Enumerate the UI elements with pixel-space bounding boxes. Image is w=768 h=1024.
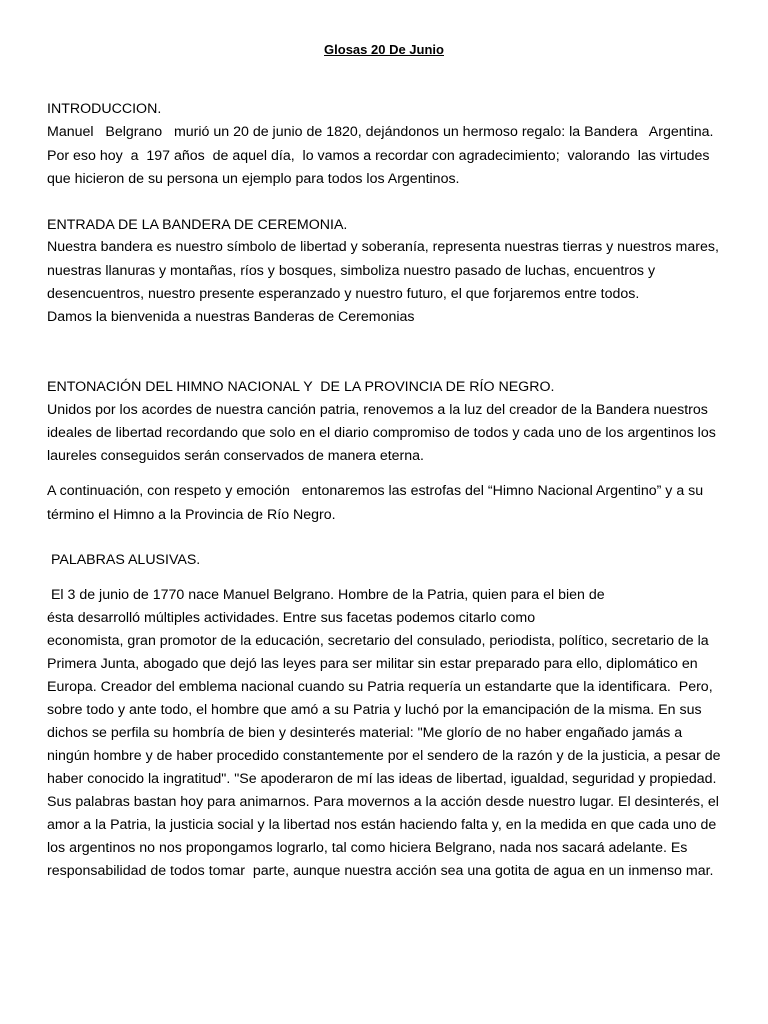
text-line: amor a la Patria, la justicia social y la libertad nos están haciendo falta y, en la medida en que cada uno de bbox=[47, 817, 717, 833]
text-line: Europa. Creador del emblema nacional cuando su Patria requería un estandarte que la identificara. Pero, bbox=[47, 679, 713, 695]
document-title: Glosas 20 De Junio bbox=[324, 42, 444, 57]
text-line: Damos la bienvenida a nuestras Banderas de Ceremonias bbox=[47, 309, 415, 325]
text-line: Sus palabras bastan hoy para animarnos. Para movernos a la acción desde nuestro lugar. El desinterés, el bbox=[47, 794, 719, 810]
text-line: responsabilidad de todos tomar parte, aunque nuestra acción sea una gotita de agua en un inmenso mar. bbox=[47, 863, 714, 879]
text-line: Unidos por los acordes de nuestra canción patria, renovemos a la luz del creador de la Bandera nuestros bbox=[47, 402, 708, 418]
text-line: economista, gran promotor de la educación, secretario del consulado, periodista, político, secretario de la bbox=[47, 633, 709, 649]
text-line: ningún hombre y de haber procedido constantemente por el sendero de la razón y de la justicia, a pesar de bbox=[47, 748, 721, 764]
text-line: ésta desarrolló múltiples actividades. Entre sus facetas podemos citarlo como bbox=[47, 610, 536, 626]
text-line: sobre todo y ante todo, el hombre que amó a su Patria y luchó por la emancipación de la misma. En sus bbox=[47, 702, 702, 718]
text-line: desencuentros, nuestro presente esperanzado y nuestro futuro, el que forjaremos entre todos. bbox=[47, 286, 640, 302]
text-line: A continuación, con respeto y emoción entonaremos las estrofas del “Himno Nacional Argentino” y a su bbox=[47, 483, 704, 499]
text-line: los argentinos no nos propongamos lograrlo, tal como hiciera Belgrano, nada nos sacará adelante. Es bbox=[47, 840, 688, 856]
text-line: haber conocido la ingratitud". "Se apoderaron de mí las ideas de libertad, igualdad, seguridad y propiedad. bbox=[47, 771, 717, 787]
text-line: que hicieron de su persona un ejemplo para todos los Argentinos. bbox=[47, 171, 460, 187]
text-line: El 3 de junio de 1770 nace Manuel Belgrano. Hombre de la Patria, quien para el bien de bbox=[47, 587, 605, 603]
text-line: Primera Junta, abogado que dejó las leyes para ser militar sin estar preparado para ello, diplomático en bbox=[47, 656, 698, 672]
section-heading-entrada-bandera: ENTRADA DE LA BANDERA DE CEREMONIA. bbox=[47, 217, 348, 233]
section-heading-palabras-alusivas: PALABRAS ALUSIVAS. bbox=[47, 552, 201, 568]
text-line: término el Himno a la Provincia de Río Negro. bbox=[47, 507, 336, 523]
text-line: Nuestra bandera es nuestro símbolo de libertad y soberanía, representa nuestras tierras y nuestros mares, bbox=[47, 239, 719, 255]
text-line: laureles conseguidos serán conservados de manera eterna. bbox=[47, 448, 424, 464]
text-line: nuestras llanuras y montañas, ríos y bosques, simboliza nuestro pasado de luchas, encuentros y bbox=[47, 263, 656, 279]
text-line: ideales de libertad recordando que solo en el diario compromiso de todos y cada uno de los argentinos los bbox=[47, 425, 716, 441]
text-line: dichos se perfila su hombría de bien y desinterés material: "Me glorío de no haber engañado jamás a bbox=[47, 725, 683, 741]
text-line: Manuel Belgrano murió un 20 de junio de 1820, dejándonos un hermoso regalo: la Bandera Argentina. bbox=[47, 124, 714, 140]
section-heading-himno: ENTONACIÓN DEL HIMNO NACIONAL Y DE LA PROVINCIA DE RÍO NEGRO. bbox=[47, 379, 555, 395]
text-line: Por eso hoy a 197 años de aquel día, lo vamos a recordar con agradecimiento; valorando las virtudes bbox=[47, 148, 710, 164]
section-heading-introduccion: INTRODUCCION. bbox=[47, 101, 162, 117]
